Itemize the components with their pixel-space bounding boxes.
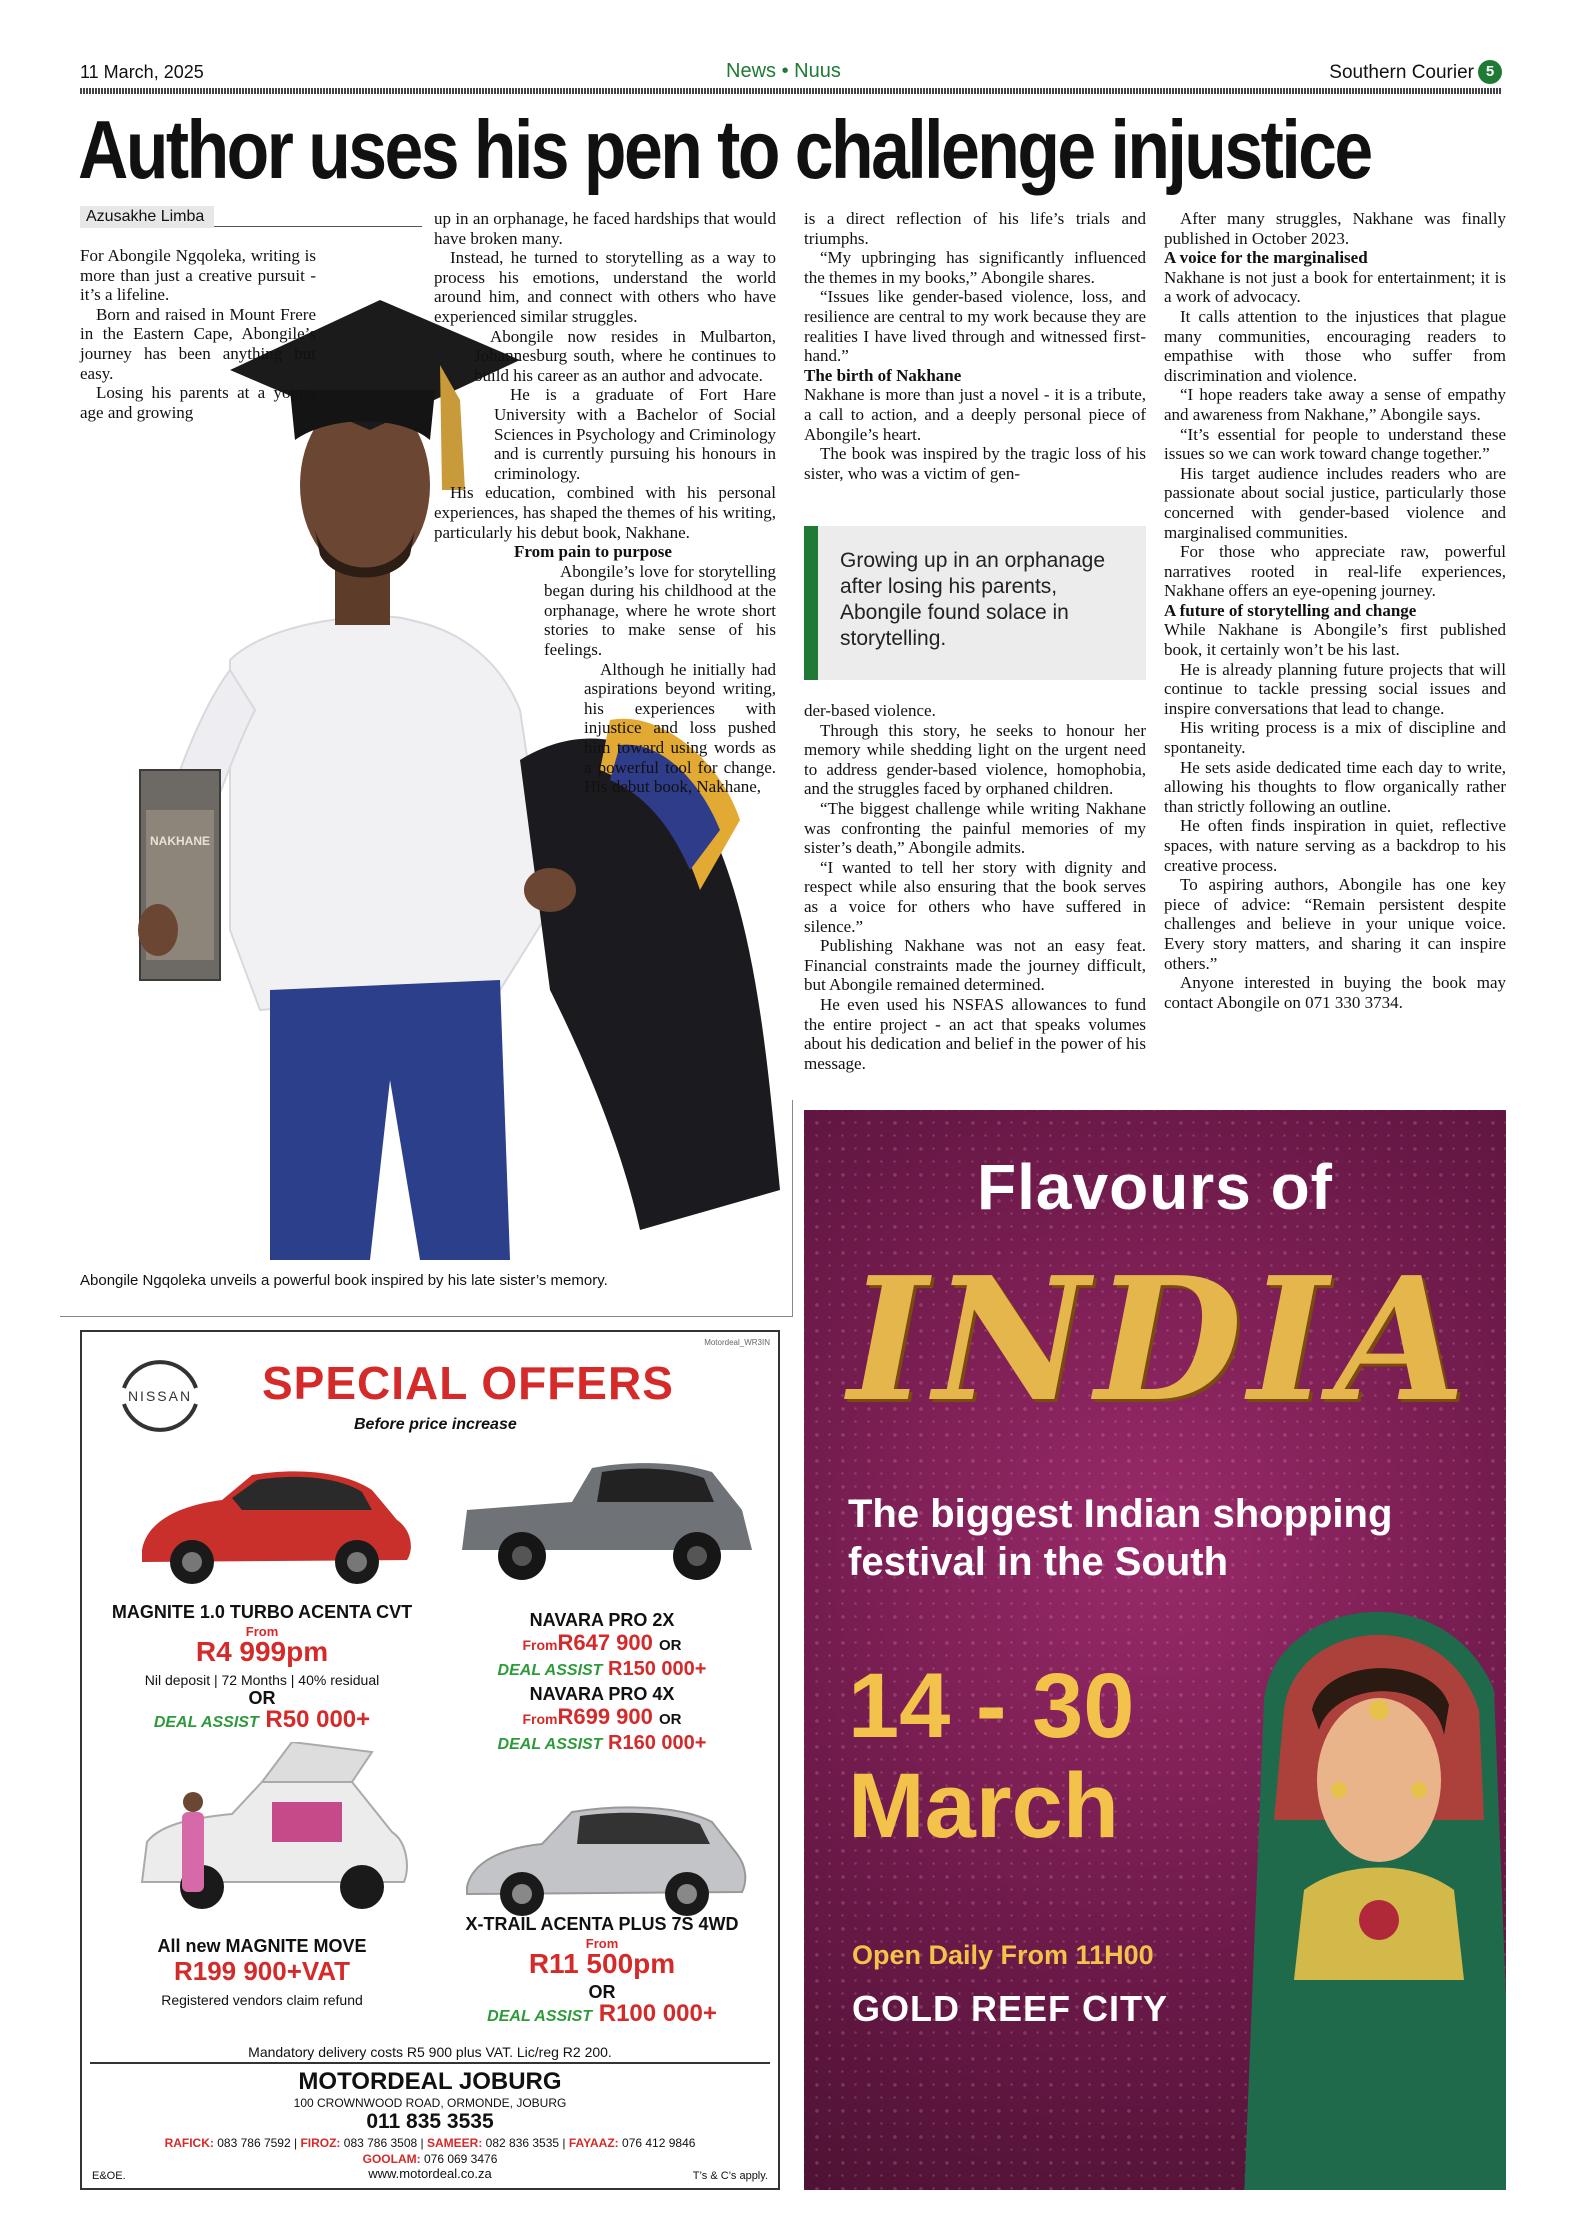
paragraph: He is already planning future projects that will continue to tackle pressing social issues and inspire conversations that lead to change. xyxy=(1164,659,1506,718)
india-ad-dates xyxy=(848,1656,1134,1856)
paragraph: Nakhane is not just a book for entertainment; it is a work of advocacy. xyxy=(1164,267,1506,307)
photo-caption: Abongile Ngqoleka unveils a powerful book inspired by his late sister’s memory. xyxy=(80,1272,608,1289)
paragraph: “I hope readers take away a sense of empathy and awareness from Nakhane,” Abongile says. xyxy=(1164,385,1506,424)
paragraph: “The biggest challenge while writing Nakhane was confronting the painful memories of my sister’s death,” Abongile admits. xyxy=(804,798,1146,858)
article-column-2 xyxy=(434,209,776,797)
dates-line-2: March xyxy=(848,1755,1119,1857)
nissan-advert xyxy=(80,1330,780,2190)
navara-2x-name: NAVARA PRO 2X xyxy=(529,1610,675,1630)
navara-2x-price: FromR647 900 OR xyxy=(522,1630,682,1655)
magnite-move-note: Registered vendors claim refund xyxy=(161,1992,363,2008)
paragraph: His target audience includes readers who are passionate about social justice, particularly those concerned with gender-based violence and marginalised communities. xyxy=(1164,463,1506,542)
dealer-contacts-2: GOOLAM: 076 069 3476 xyxy=(362,2152,498,2166)
paragraph: Nakhane is more than just a novel - it is a tribute, a call to action, and a deeply personal piece of Abongile’s heart. xyxy=(804,385,1146,444)
india-ad-hours: Open Daily From 11H00 xyxy=(852,1940,1154,1970)
flavours-of-india-advert xyxy=(804,1110,1506,2190)
magnite-car-image xyxy=(122,1450,422,1600)
paragraph: For those who appreciate raw, powerful narratives rooted in real-life experiences, Nakhane offers an eye-opening journey. xyxy=(1164,542,1506,601)
dealer-block xyxy=(90,2062,770,2184)
xtrail-deal-assist: DEAL ASSIST R100 000+ xyxy=(487,2000,717,2027)
headline: Author uses his pen to challenge injustice xyxy=(78,103,1371,196)
header-rule xyxy=(80,88,1502,94)
paragraph: up in an orphanage, he faced hardships that would have broken many. xyxy=(434,209,776,248)
navara-car-image xyxy=(452,1440,762,1600)
paragraph: He sets aside dedicated time each day to write, allowing his thoughts to flow organically rather than strictly following an outline. xyxy=(1164,757,1506,816)
paragraph: Instead, he turned to storytelling as a way to process his emotions, understand the world around him, and connect with others who have experienced similar struggles. xyxy=(434,248,776,326)
india-ad-venue: GOLD REEF CITY xyxy=(852,1988,1169,2029)
subheading-from-pain: From pain to purpose xyxy=(514,542,672,562)
navara-4x-price: FromR699 900 OR xyxy=(522,1704,682,1729)
paragraph: der-based violence. xyxy=(804,701,936,720)
dealer-phone: 011 835 3535 xyxy=(366,2110,494,2133)
subheading-birth: The birth of Nakhane xyxy=(804,365,962,385)
ad-disclaimer: Mandatory delivery costs R5 900 plus VAT. Lic/reg R2 200. xyxy=(248,2044,612,2060)
india-ad-title: Flavours of xyxy=(977,1151,1333,1223)
dealer-address: 100 CROWNWOOD ROAD, ORMONDE, JOBURG xyxy=(293,2096,567,2110)
newspaper-name: Southern Courier xyxy=(1329,62,1474,83)
page-number-badge: 5 xyxy=(1478,60,1502,84)
article-column-1 xyxy=(80,246,316,422)
terms-note: T’s & C’s apply. xyxy=(692,2170,768,2182)
paragraph: Anyone interested in buying the book may contact Abongile on 071 330 3734. xyxy=(1164,973,1506,1012)
paragraph: To aspiring authors, Abongile has one key piece of advice: “Remain persistent despite challenges and believe in your unique voice. Every story matters, and sharing it can inspire others.” xyxy=(1164,875,1506,973)
book-title: NAKHANE xyxy=(150,834,210,848)
byline-rule xyxy=(214,226,422,227)
xtrail-from: From xyxy=(585,1936,619,1951)
trousers-shape xyxy=(270,980,510,1260)
paragraph: Although he initially had aspirations beyond writing, his experiences with injustice and loss pushed him toward using words as a powerful tool for change. His debut book, Nakhane, xyxy=(584,659,776,797)
eoe-note: E&OE. xyxy=(92,2170,126,2182)
paragraph: Publishing Nakhane was not an easy feat. Financial constraints made the journey difficult, but Abongile remained determined. xyxy=(804,936,1146,995)
magnite-or: OR xyxy=(248,1688,276,1708)
gown-shape xyxy=(520,738,780,1230)
magnite-price: R4 999pm xyxy=(195,1636,329,1667)
magnite-from: From xyxy=(245,1624,279,1639)
subheading-future: A future of storytelling and change xyxy=(1164,600,1417,620)
paragraph: Through this story, he seeks to honour her memory while shedding light on the urgent need to address gender-based violence, homophobia, and the struggles faced by orphaned children. xyxy=(804,720,1146,799)
navara-4x-deal-assist: DEAL ASSIST R160 000+ xyxy=(497,1732,707,1754)
paragraph: “Issues like gender-based violence, loss, and resilience are central to my work because they are realities I have lived through and witnessed first-hand.” xyxy=(804,287,1146,366)
subheading-voice: A voice for the marginalised xyxy=(1164,248,1368,268)
magnite-move-price: R199 900+VAT xyxy=(173,1956,351,1986)
magnite-move-image xyxy=(122,1742,422,1922)
paragraph: His writing process is a mix of discipline and spontaneity. xyxy=(1164,718,1506,758)
paragraph: is a direct reflection of his life’s trials and triumphs. xyxy=(804,209,1146,248)
xtrail-car-image xyxy=(452,1782,752,1932)
magnite-deal-assist: DEAL ASSIST R50 000+ xyxy=(153,1706,371,1733)
article-column-3 xyxy=(804,209,1146,483)
article-column-3-continued xyxy=(804,701,1146,1073)
ad-reference: Motordeal_WR3IN xyxy=(704,1338,770,1347)
paragraph: His education, combined with his personal experiences, has shaped the themes of his writing, particularly his debut book, Nakhane. xyxy=(434,483,776,542)
right-hand-shape xyxy=(524,868,576,912)
xtrail-price: R11 500pm xyxy=(528,1948,676,1979)
pull-quote: Growing up in an orphanage after losing his parents, Abongile found solace in storytelling. xyxy=(804,526,1146,680)
magnite-name: MAGNITE 1.0 TURBO ACENTA CVT xyxy=(111,1602,413,1622)
paragraph: Losing his parents at a young age and growing xyxy=(80,383,316,422)
dates-line-1: 14 - 30 xyxy=(848,1655,1135,1757)
article-column-4 xyxy=(1164,209,1506,1012)
paragraph: Born and raised in Mount Frere in the Eastern Cape, Abongile’s journey has been anything but easy. xyxy=(80,304,316,383)
navara-2x-deal-assist: DEAL ASSIST R150 000+ xyxy=(497,1658,707,1680)
india-ad-tagline: The biggest Indian shopping festival in the South xyxy=(848,1492,1393,1584)
paragraph: “My upbringing has significantly influenced the themes in my books,” Abongile shares. xyxy=(804,248,1146,287)
divider xyxy=(60,1316,793,1317)
paragraph: “It’s essential for people to understand these issues so we can work toward change together.” xyxy=(1164,424,1506,464)
left-hand-shape xyxy=(138,904,178,956)
paragraph: He often finds inspiration in quiet, reflective spaces, with nature serving as a backdrop to his creative process. xyxy=(1164,816,1506,875)
paragraph: After many struggles, Nakhane was finally published in October 2023. xyxy=(1164,209,1506,248)
paragraph: The book was inspired by the tragic loss of his sister, who was a victim of gen- xyxy=(804,444,1146,483)
section-label: News • Nuus xyxy=(726,60,841,82)
paragraph: “I wanted to tell her story with dignity and respect while also ensuring that the book serves as a voice for others who have suffered in silence.” xyxy=(804,857,1146,936)
issue-date: 11 March, 2025 xyxy=(80,62,204,82)
dealer-contacts: RAFICK: 083 786 7592 | FIROZ: 083 786 3508 | SAMEER: 082 836 3535 | FAYAAZ: 076 412 9846 xyxy=(164,2136,696,2150)
paragraph: For Abongile Ngqoleka, writing is more than just a creative pursuit - it’s a lifeline. xyxy=(80,246,316,305)
ad-subtitle: Before price increase xyxy=(354,1416,517,1433)
ad-title: SPECIAL OFFERS xyxy=(262,1357,674,1409)
paragraph: He is a graduate of Fort Hare University with a Bachelor of Social Sciences in Psychology and Criminology and is currently pursuing his honours in criminology. xyxy=(494,385,776,483)
dealer-name: MOTORDEAL JOBURG xyxy=(298,2068,562,2095)
byline: Azusakhe Limba xyxy=(80,206,214,228)
nissan-logo-icon xyxy=(110,1354,210,1438)
magnite-move-name: All new MAGNITE MOVE xyxy=(157,1936,367,1956)
dealer-website: www.motordeal.co.za xyxy=(368,2166,492,2181)
india-ad-wordmark: INDIA xyxy=(848,1240,1472,1440)
navara-4x-name: NAVARA PRO 4X xyxy=(529,1684,675,1704)
xtrail-or: OR xyxy=(588,1982,616,2002)
divider xyxy=(792,1100,793,1316)
paragraph: It calls attention to the injustices that plague many communities, encouraging readers to empathise with those who suffer from discrimination and violence. xyxy=(1164,306,1506,385)
paragraph: Abongile’s love for storytelling began during his childhood at the orphanage, where he wrote short stories to make sense of his feelings. xyxy=(544,561,776,660)
paragraph: While Nakhane is Abongile’s first published book, it certainly won’t be his last. xyxy=(1164,620,1506,660)
paragraph: He even used his NSFAS allowances to fund the entire project - an act that speaks volumes about his dedication and belief in the power of his message. xyxy=(804,994,1146,1073)
bride-illustration xyxy=(1244,1560,1506,2190)
svg-text:NISSAN: NISSAN xyxy=(127,1388,193,1404)
xtrail-name: X-TRAIL ACENTA PLUS 7S 4WD xyxy=(465,1914,739,1934)
paragraph: Abongile now resides in Mulbarton, Johannesburg south, where he continues to build his career as an author and advocate. xyxy=(474,326,776,385)
magnite-terms: Nil deposit | 72 Months | 40% residual xyxy=(144,1672,380,1688)
